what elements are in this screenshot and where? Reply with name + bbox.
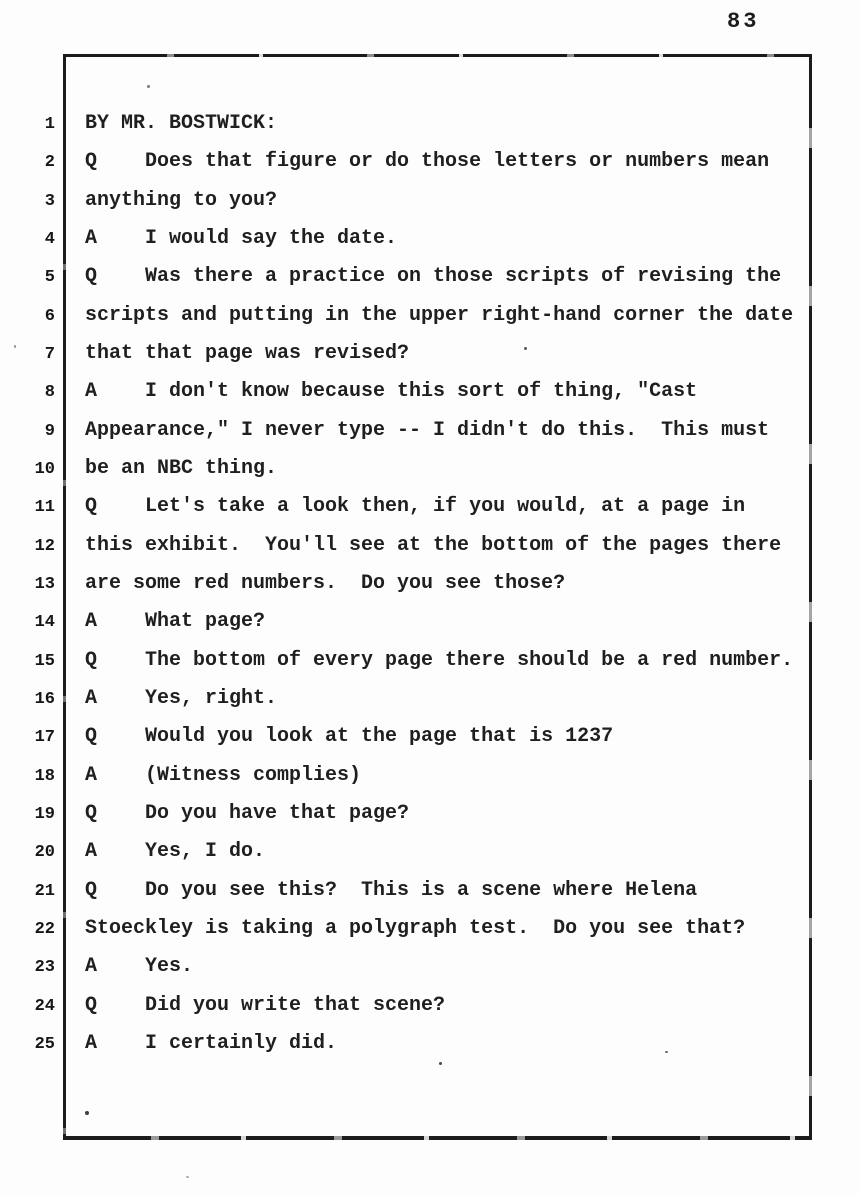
transcript-line <box>0 725 860 755</box>
line-text: scripts and putting in the upper right-hand corner the date <box>85 303 794 327</box>
transcript-line <box>0 227 860 257</box>
line-text: Q Let's take a look then, if you would, at a page in <box>85 495 746 519</box>
transcript-line <box>0 304 860 334</box>
line-text: A Yes, I do. <box>85 840 266 864</box>
line-text: A Yes. <box>85 955 194 979</box>
line-text: Q Do you have that page? <box>85 801 410 825</box>
transcript-line <box>0 572 860 602</box>
transcript-line <box>0 994 860 1024</box>
line-text: Q Would you look at the page that is 1237 <box>85 725 614 749</box>
transcript-line <box>0 917 860 947</box>
line-number: 4 <box>44 229 55 249</box>
transcript-line <box>0 764 860 794</box>
line-text: Q Does that figure or do those letters or numbers mean <box>85 150 770 174</box>
line-number: 11 <box>34 498 55 518</box>
line-text: A I don't know because this sort of thing, "Cast <box>85 380 698 404</box>
transcript-line <box>0 534 860 564</box>
transcript-line <box>0 1032 860 1062</box>
transcript-line <box>0 495 860 525</box>
transcript-line <box>0 150 860 180</box>
line-text: that that page was revised? <box>85 341 410 365</box>
line-text: A I would say the date. <box>85 226 398 250</box>
line-number: 2 <box>44 153 55 173</box>
transcript-line <box>0 112 860 142</box>
line-number: 13 <box>34 574 55 594</box>
scan-artifact-dot <box>665 1051 668 1053</box>
transcript-line <box>0 189 860 219</box>
transcript-line <box>0 802 860 832</box>
line-number: 1 <box>44 115 55 134</box>
line-text: this exhibit. You'll see at the bottom of the pages there <box>85 533 782 557</box>
line-text: Appearance," I never type -- I didn't do this. This must <box>85 418 770 442</box>
line-number: 20 <box>34 843 55 863</box>
line-text: Stoeckley is taking a polygraph test. Do you see that? <box>85 916 746 940</box>
line-number: 7 <box>44 344 55 364</box>
scan-artifact-dot <box>439 1062 442 1065</box>
line-number: 17 <box>34 728 55 748</box>
line-number: 22 <box>34 919 55 939</box>
transcript-line <box>0 265 860 295</box>
line-number: 8 <box>44 383 55 403</box>
transcript-line <box>0 380 860 410</box>
line-text: Q Did you write that scene? <box>85 993 446 1017</box>
line-text: A I certainly did. <box>85 1031 338 1055</box>
scan-artifact-dot <box>186 1176 189 1178</box>
line-number: 25 <box>34 1034 55 1054</box>
line-text: Q Do you see this? This is a scene where Helena <box>85 878 698 902</box>
page-number: 83 <box>727 9 760 34</box>
line-number: 15 <box>34 651 55 671</box>
line-number: 21 <box>34 881 55 901</box>
line-text: Q The bottom of every page there should be a red number. <box>85 648 794 672</box>
transcript-line <box>0 840 860 870</box>
line-number: 19 <box>34 804 55 824</box>
line-text: Q Was there a practice on those scripts of revising the <box>85 265 782 289</box>
transcript-line <box>0 342 860 372</box>
line-number: 10 <box>34 459 55 479</box>
line-number: 12 <box>34 536 55 556</box>
line-text: be an NBC thing. <box>85 456 278 480</box>
line-text: anything to you? <box>85 188 278 212</box>
line-number: 16 <box>34 689 55 709</box>
scan-artifact-dot <box>85 1111 89 1115</box>
transcript-line <box>0 687 860 717</box>
line-number: 24 <box>34 996 55 1016</box>
line-number: 9 <box>44 421 55 441</box>
scan-artifact-dot <box>147 85 150 88</box>
line-text: A What page? <box>85 610 266 634</box>
line-number: 6 <box>44 306 55 326</box>
scan-artifact-dot <box>524 347 527 350</box>
transcript-line <box>0 419 860 449</box>
transcript-line <box>0 649 860 679</box>
transcript-line <box>0 457 860 487</box>
line-number: 5 <box>44 268 55 288</box>
line-number: 14 <box>34 613 55 633</box>
line-text: are some red numbers. Do you see those? <box>85 571 566 595</box>
line-number: 23 <box>34 958 55 978</box>
line-text: A Yes, right. <box>85 686 278 710</box>
transcript-line <box>0 610 860 640</box>
scan-artifact-dot <box>14 345 16 348</box>
line-text: A (Witness complies) <box>85 763 362 787</box>
transcript-line <box>0 879 860 909</box>
line-number: 18 <box>34 766 55 786</box>
transcript-line <box>0 955 860 985</box>
line-text: BY MR. BOSTWICK: <box>85 112 278 135</box>
line-number: 3 <box>44 191 55 211</box>
